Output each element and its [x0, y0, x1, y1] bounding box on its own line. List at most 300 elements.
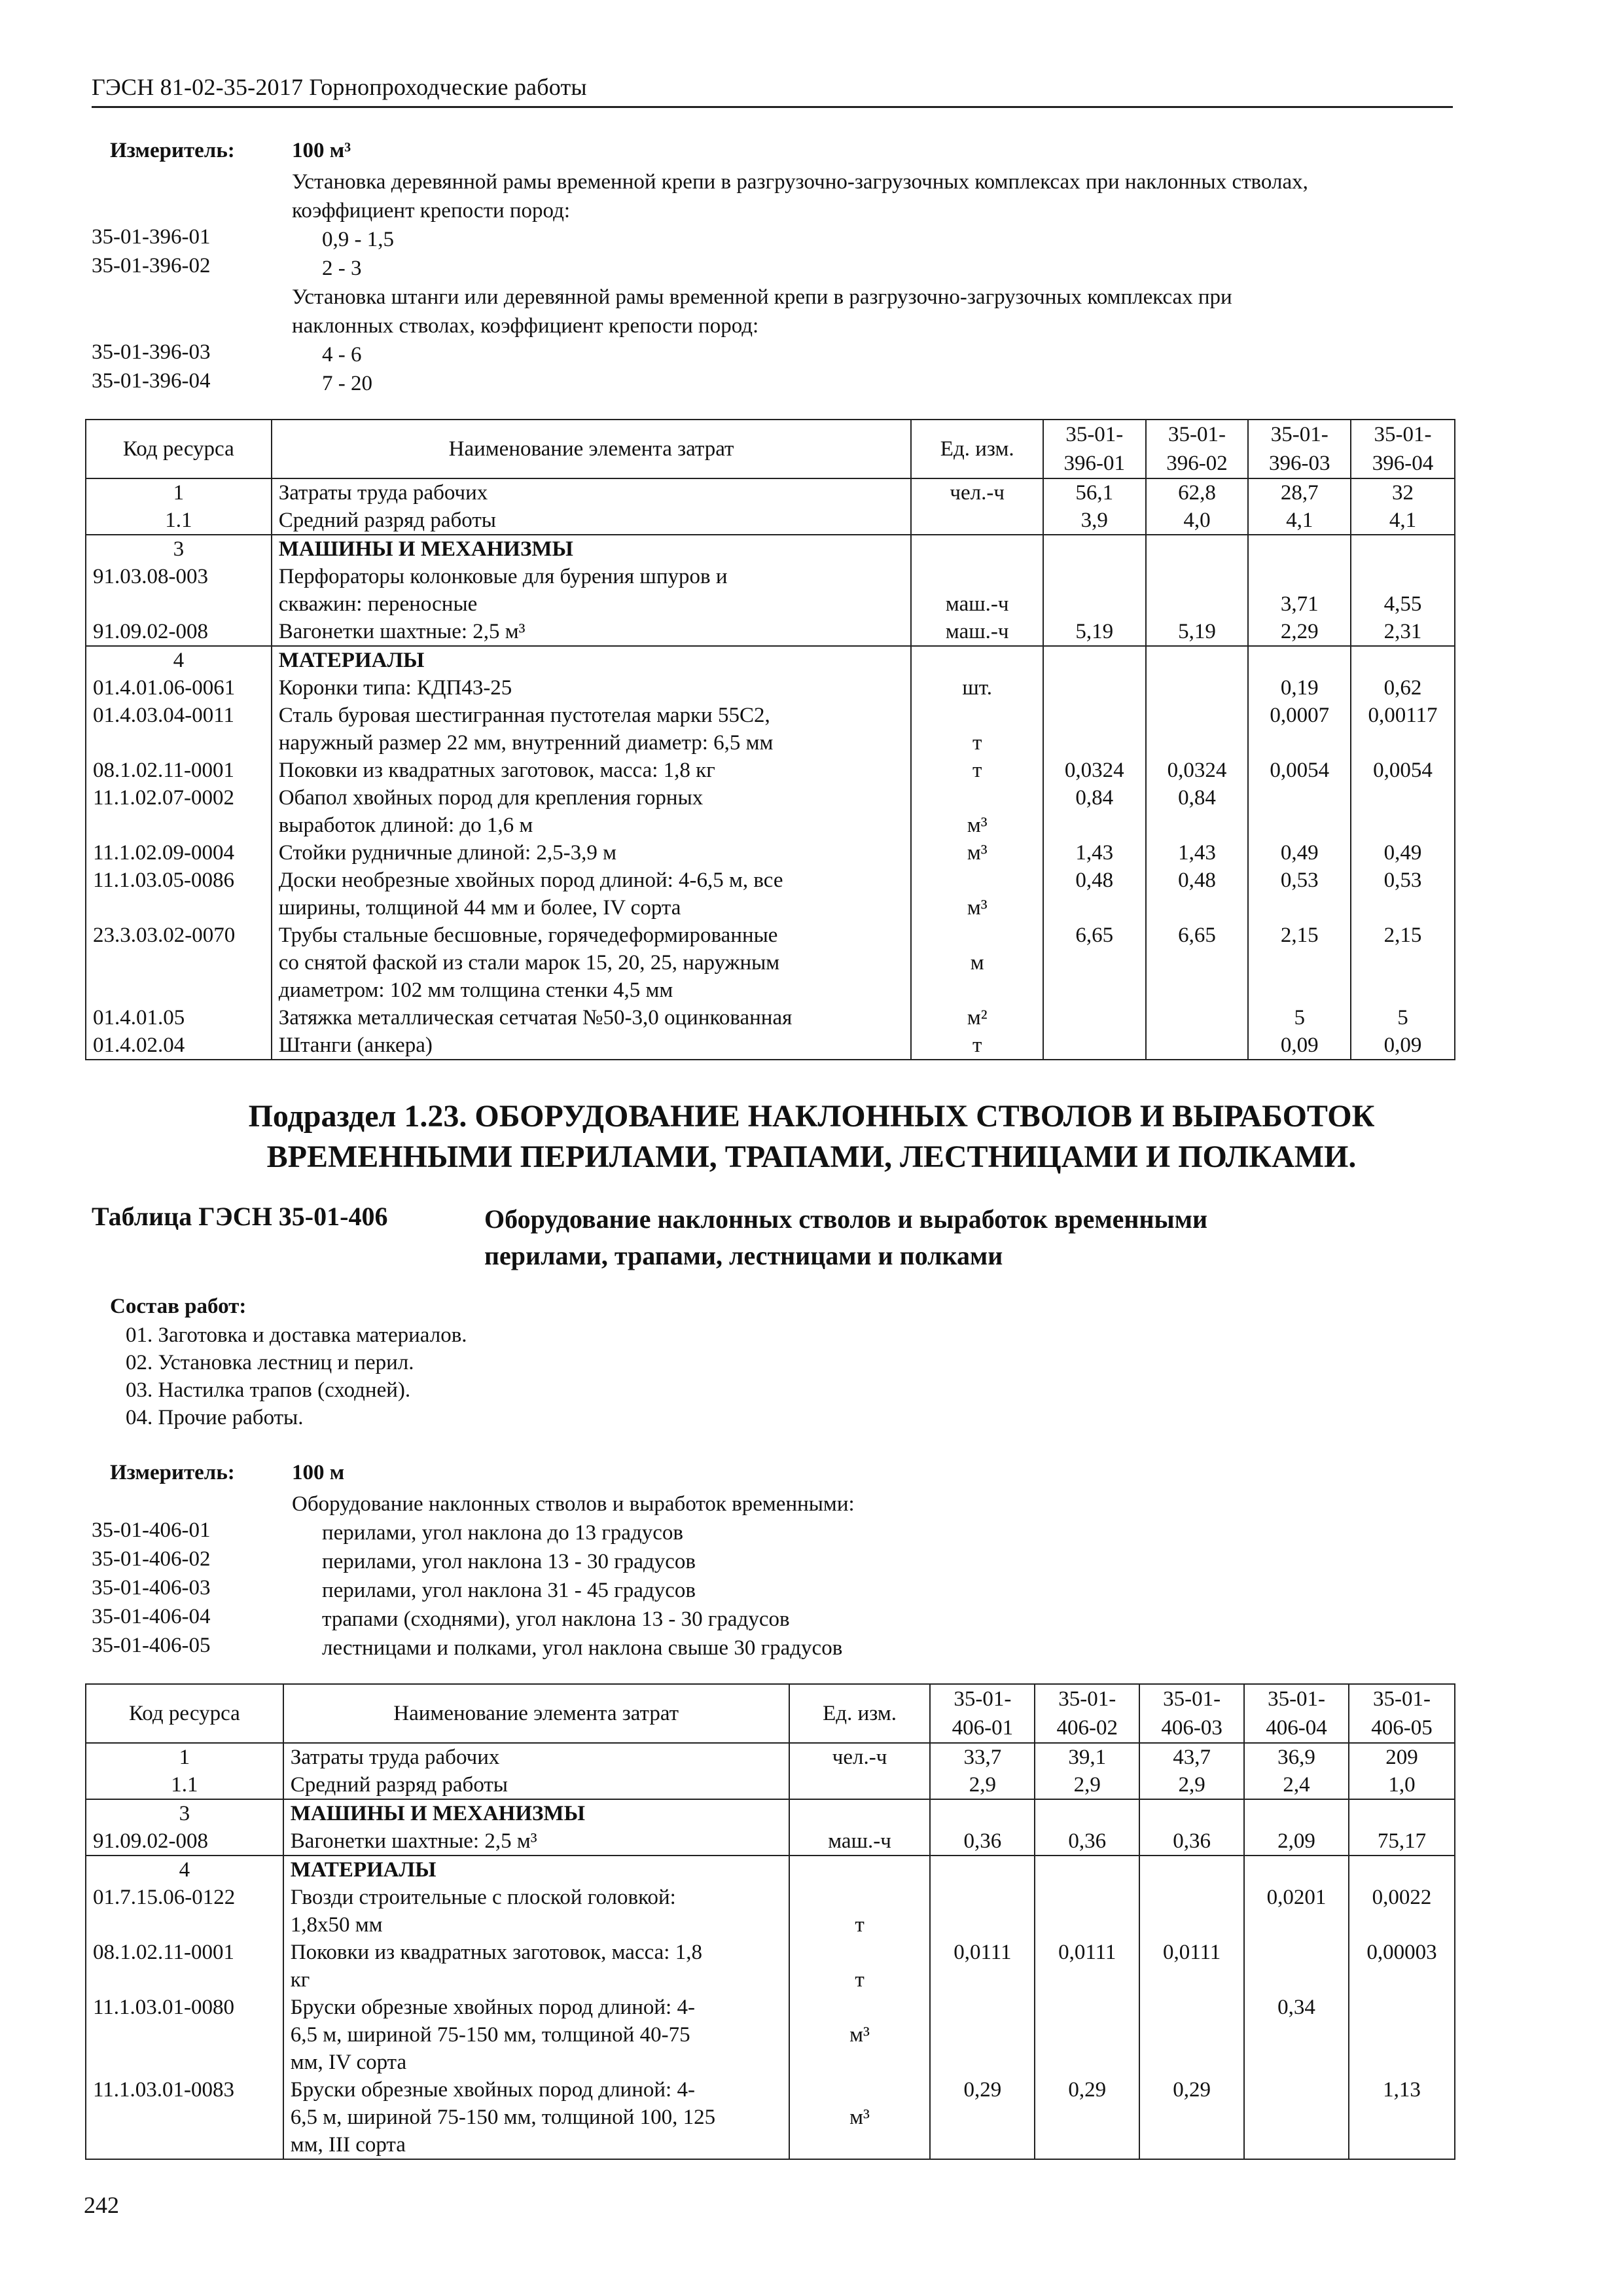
row-norm-value: 0,09 — [1351, 1031, 1455, 1060]
measure-unit: 100 м — [292, 1461, 345, 1484]
row-resource-name-line: со снятой фаской из стали марок 15, 20, 25, наружным — [278, 951, 780, 975]
row-norm-value — [1139, 1884, 1244, 1939]
column-header-norm-part: 406-03 — [1161, 1716, 1222, 1740]
row-norm-value: 0,09 — [1248, 1031, 1351, 1060]
row-resource-name — [272, 839, 912, 867]
column-header-unit: Ед. изм. — [789, 1684, 931, 1743]
row-norm-value — [1248, 646, 1351, 674]
row-resource-name — [272, 922, 912, 1004]
table-row — [86, 478, 1455, 507]
row-norm-value: 2,9 — [930, 1771, 1035, 1799]
resource-code: 35-01-406-01 — [92, 1518, 211, 1542]
row-norm-value — [1146, 674, 1249, 702]
column-header-unit: Ед. изм. — [911, 420, 1043, 478]
column-header-norm — [1349, 1684, 1455, 1743]
row-unit — [911, 507, 1043, 535]
row-norm-value: 0,0111 — [1035, 1939, 1139, 1994]
row-norm-value: 0,62 — [1351, 674, 1455, 702]
measure-unit: 100 м³ — [292, 139, 351, 162]
row-norm-value: 0,36 — [1035, 1827, 1139, 1856]
row-norm-value: 0,48 — [1146, 867, 1249, 922]
row-resource-name — [283, 1994, 789, 2076]
table-row — [86, 1031, 1455, 1060]
row-resource-name-line: мм, IV сорта — [290, 2051, 407, 2074]
row-resource-name-line: Поковки из квадратных заготовок, масса: 1,8 кг — [278, 759, 715, 782]
table-row — [86, 1827, 1455, 1856]
measure-description: перилами, угол наклона до 13 градусов — [322, 1521, 683, 1545]
row-unit: м — [911, 922, 1043, 1004]
row-resource-name-line: Бруски обрезные хвойных пород длиной: 4- — [290, 2078, 695, 2102]
row-norm-value — [1139, 1994, 1244, 2076]
row-norm-value: 6,65 — [1043, 922, 1146, 1004]
row-norm-value — [1035, 1884, 1139, 1939]
column-header-norm-part: 35-01- — [1373, 1687, 1431, 1711]
row-norm-value: 0,49 — [1351, 839, 1455, 867]
row-resource-code: 4 — [86, 646, 272, 674]
row-resource-code: 3 — [86, 535, 272, 563]
row-norm-value — [1244, 1799, 1349, 1827]
row-norm-value: 2,15 — [1248, 922, 1351, 1004]
row-norm-value: 56,1 — [1043, 478, 1146, 507]
row-norm-value: 6,65 — [1146, 922, 1249, 1004]
row-norm-value — [1139, 1856, 1244, 1884]
row-norm-value — [930, 1799, 1035, 1827]
measure-description: перилами, угол наклона 13 - 30 градусов — [322, 1550, 696, 1573]
subsection-heading-line1: Подраздел 1.23. ОБОРУДОВАНИЕ НАКЛОННЫХ СТВОЛОВ И ВЫРАБОТОК — [248, 1099, 1375, 1134]
row-resource-name-line: 6,5 м, шириной 75-150 мм, толщиной 100, 125 — [290, 2106, 716, 2129]
row-resource-code: 1.1 — [86, 1771, 283, 1799]
row-resource-name — [272, 646, 912, 674]
measure-label: Измеритель: — [110, 1461, 235, 1484]
row-resource-name — [272, 618, 912, 646]
row-resource-code: 01.4.01.06-0061 — [86, 674, 272, 702]
row-norm-value — [1146, 702, 1249, 757]
column-header-norm-part: 396-04 — [1372, 452, 1434, 475]
column-header-norm-part: 406-01 — [952, 1716, 1014, 1740]
row-resource-code: 01.4.01.05 — [86, 1004, 272, 1031]
resource-code: 35-01-406-04 — [92, 1605, 211, 1628]
row-resource-name-line: Гвозди строительные с плоской головкой: — [290, 1886, 676, 1909]
row-norm-value: 0,0324 — [1146, 757, 1249, 784]
row-norm-value — [1043, 1031, 1146, 1060]
row-resource-code: 11.1.02.09-0004 — [86, 839, 272, 867]
row-norm-value — [1244, 2076, 1349, 2159]
row-resource-code: 91.09.02-008 — [86, 618, 272, 646]
row-resource-name-line: МАШИНЫ И МЕХАНИЗМЫ — [278, 537, 573, 561]
row-norm-value: 0,29 — [1035, 2076, 1139, 2159]
row-norm-value: 2,4 — [1244, 1771, 1349, 1799]
row-resource-name-line: скважин: переносные — [278, 592, 478, 616]
row-norm-value: 2,9 — [1139, 1771, 1244, 1799]
row-unit: чел.-ч — [911, 478, 1043, 507]
row-resource-name — [283, 1771, 789, 1799]
table-row — [86, 618, 1455, 646]
row-norm-value — [1043, 674, 1146, 702]
measure-description: лестницами и полками, угол наклона свыше 30 градусов — [322, 1636, 843, 1660]
row-resource-name — [283, 2076, 789, 2159]
row-resource-name-line: Затраты труда рабочих — [290, 1746, 500, 1769]
page-number: 242 — [84, 2192, 119, 2218]
column-header-norm — [1351, 420, 1455, 478]
row-resource-name-line: Стойки рудничные длиной: 2,5-3,9 м — [278, 841, 617, 865]
row-resource-name — [283, 1856, 789, 1884]
row-norm-value — [1146, 535, 1249, 563]
row-resource-name — [283, 1939, 789, 1994]
resource-table-406 — [85, 1683, 1455, 2160]
table-row — [86, 784, 1455, 839]
row-norm-value — [1146, 1004, 1249, 1031]
row-resource-code: 11.1.03.05-0086 — [86, 867, 272, 922]
row-resource-name-line: Средний разряд работы — [290, 1773, 508, 1797]
row-norm-value: 0,29 — [1139, 2076, 1244, 2159]
table-row — [86, 535, 1455, 563]
row-resource-code: 23.3.03.02-0070 — [86, 922, 272, 1004]
row-norm-value: 2,31 — [1351, 618, 1455, 646]
row-unit: т — [789, 1884, 931, 1939]
row-resource-name-line: диаметром: 102 мм толщина стенки 4,5 мм — [278, 978, 673, 1002]
row-resource-name — [272, 757, 912, 784]
row-norm-value — [1043, 563, 1146, 618]
column-header-norm-part: 35-01- — [1268, 1687, 1326, 1711]
row-resource-name-line: Сталь буровая шестигранная пустотелая марки 55С2, — [278, 704, 770, 727]
row-resource-name-line: Обапол хвойных пород для крепления горных — [278, 786, 704, 810]
measure-description: перилами, угол наклона 31 - 45 градусов — [322, 1579, 696, 1602]
row-resource-name-line: Бруски обрезные хвойных пород длиной: 4- — [290, 1996, 695, 2019]
row-resource-name-line: МАТЕРИАЛЫ — [278, 649, 425, 672]
row-norm-value: 5,19 — [1043, 618, 1146, 646]
row-resource-code: 1.1 — [86, 507, 272, 535]
row-resource-name-line: 1,8x50 мм — [290, 1913, 383, 1937]
row-unit — [911, 535, 1043, 563]
row-resource-code: 11.1.02.07-0002 — [86, 784, 272, 839]
table-row — [86, 2076, 1455, 2159]
column-header-norm — [1244, 1684, 1349, 1743]
table-row — [86, 1856, 1455, 1884]
row-norm-value — [1146, 1031, 1249, 1060]
measure-description: трапами (сходнями), угол наклона 13 - 30 градусов — [322, 1607, 790, 1631]
row-norm-value: 0,0007 — [1248, 702, 1351, 757]
measure-description: 4 - 6 — [322, 343, 362, 367]
row-resource-name-line: Перфораторы колонковые для бурения шпуров и — [278, 565, 728, 588]
row-resource-code: 1 — [86, 478, 272, 507]
row-resource-name-line: ширины, толщиной 44 мм и более, IV сорта — [278, 896, 681, 920]
row-norm-value: 4,0 — [1146, 507, 1249, 535]
column-header-norm — [1139, 1684, 1244, 1743]
resource-code: 35-01-406-03 — [92, 1576, 211, 1600]
row-norm-value — [1349, 1994, 1455, 2076]
row-resource-name — [272, 563, 912, 618]
table-row — [86, 1994, 1455, 2076]
row-unit: чел.-ч — [789, 1743, 931, 1771]
row-norm-value: 0,36 — [930, 1827, 1035, 1856]
row-resource-code: 08.1.02.11-0001 — [86, 757, 272, 784]
table-code-title: Таблица ГЭСН 35-01-406 — [92, 1202, 388, 1231]
table-row — [86, 867, 1455, 922]
row-norm-value — [1043, 646, 1146, 674]
row-resource-name — [272, 674, 912, 702]
row-unit — [911, 646, 1043, 674]
row-norm-value: 2,29 — [1248, 618, 1351, 646]
row-resource-name-line: выработок длиной: до 1,6 м — [278, 814, 533, 837]
measure-description: наклонных стволах, коэффициент крепости пород: — [292, 314, 759, 338]
subsection-heading-line2: ВРЕМЕННЫМИ ПЕРИЛАМИ, ТРАПАМИ, ЛЕСТНИЦАМИ И ПОЛКАМИ. — [266, 1139, 1357, 1174]
row-norm-value: 3,71 — [1248, 563, 1351, 618]
row-resource-name — [272, 1004, 912, 1031]
row-norm-value: 5 — [1351, 1004, 1455, 1031]
row-norm-value: 0,0201 — [1244, 1884, 1349, 1939]
row-norm-value: 0,36 — [1139, 1827, 1244, 1856]
row-norm-value: 62,8 — [1146, 478, 1249, 507]
row-norm-value — [1244, 1856, 1349, 1884]
row-resource-name — [283, 1799, 789, 1827]
column-header-norm-part: 35-01- — [954, 1687, 1012, 1711]
resource-code: 35-01-396-01 — [92, 225, 211, 249]
table-row — [86, 563, 1455, 618]
column-header-norm-part: 35-01- — [1374, 423, 1432, 446]
row-norm-value: 0,29 — [930, 2076, 1035, 2159]
row-norm-value: 5,19 — [1146, 618, 1249, 646]
row-resource-name-line: Поковки из квадратных заготовок, масса: 1,8 — [290, 1941, 702, 1964]
work-composition-item: 04. Прочие работы. — [126, 1406, 304, 1429]
row-unit: т — [789, 1939, 931, 1994]
row-norm-value: 1,43 — [1146, 839, 1249, 867]
row-norm-value: 0,0324 — [1043, 757, 1146, 784]
row-norm-value: 0,0054 — [1248, 757, 1351, 784]
table-row — [86, 1743, 1455, 1771]
column-header-norm-part: 406-02 — [1056, 1716, 1118, 1740]
row-resource-name-line: 6,5 м, шириной 75-150 мм, толщиной 40-75 — [290, 2023, 690, 2047]
row-norm-value — [1043, 1004, 1146, 1031]
row-unit: маш.-ч — [789, 1827, 931, 1856]
row-norm-value — [1139, 1799, 1244, 1827]
row-norm-value: 0,84 — [1043, 784, 1146, 839]
row-norm-value — [930, 1884, 1035, 1939]
row-resource-code: 11.1.03.01-0083 — [86, 2076, 283, 2159]
row-resource-code: 91.03.08-003 — [86, 563, 272, 618]
row-norm-value: 0,84 — [1146, 784, 1249, 839]
column-header-norm-part: 396-01 — [1063, 452, 1126, 475]
resource-table-396 — [85, 419, 1455, 1060]
table-name-title — [484, 1201, 1400, 1274]
row-resource-name — [272, 1031, 912, 1060]
row-resource-name — [272, 784, 912, 839]
row-norm-value: 75,17 — [1349, 1827, 1455, 1856]
row-unit: т — [911, 1031, 1043, 1060]
column-header-name: Наименование элемента затрат — [283, 1684, 789, 1743]
subsection-heading — [92, 1096, 1531, 1177]
work-composition-item: 03. Настилка трапов (сходней). — [126, 1378, 411, 1402]
measure-description: 7 - 20 — [322, 372, 372, 395]
row-norm-value: 0,34 — [1244, 1994, 1349, 2076]
column-header-name: Наименование элемента затрат — [272, 420, 912, 478]
row-norm-value: 0,53 — [1248, 867, 1351, 922]
row-norm-value: 0,53 — [1351, 867, 1455, 922]
work-composition-title: Состав работ: — [110, 1295, 247, 1318]
row-unit: т — [911, 757, 1043, 784]
row-unit: маш.-ч — [911, 618, 1043, 646]
resource-code: 35-01-406-02 — [92, 1547, 211, 1571]
column-header-norm — [930, 1684, 1035, 1743]
resource-code: 35-01-396-02 — [92, 254, 211, 278]
column-header-norm — [1043, 420, 1146, 478]
measure-description: Оборудование наклонных стволов и выработок временными: — [292, 1492, 855, 1516]
row-norm-value: 0,19 — [1248, 674, 1351, 702]
table-row — [86, 507, 1455, 535]
row-norm-value: 3,9 — [1043, 507, 1146, 535]
row-resource-name-line: Коронки типа: КДП43-25 — [278, 676, 512, 700]
row-norm-value: 36,9 — [1244, 1743, 1349, 1771]
running-header: ГЭСН 81-02-35-2017 Горнопроходческие работы — [92, 73, 1453, 108]
column-header-norm-part: 35-01- — [1163, 1687, 1221, 1711]
table-row — [86, 757, 1455, 784]
row-resource-name-line: кг — [290, 1968, 310, 1992]
row-resource-name — [283, 1743, 789, 1771]
column-header-norm-part: 35-01- — [1270, 423, 1329, 446]
row-resource-name-line: Вагонетки шахтные: 2,5 м³ — [278, 620, 526, 643]
column-header-norm-part: 396-02 — [1166, 452, 1228, 475]
table-row — [86, 674, 1455, 702]
row-resource-name-line: Затраты труда рабочих — [278, 481, 488, 505]
row-norm-value: 1,0 — [1349, 1771, 1455, 1799]
row-norm-value — [1035, 1994, 1139, 2076]
row-resource-code: 11.1.03.01-0080 — [86, 1994, 283, 2076]
row-resource-name-line: МАШИНЫ И МЕХАНИЗМЫ — [290, 1802, 585, 1825]
row-resource-code: 91.09.02-008 — [86, 1827, 283, 1856]
row-unit: м³ — [789, 1994, 931, 2076]
row-norm-value: 209 — [1349, 1743, 1455, 1771]
table-row — [86, 1004, 1455, 1031]
row-norm-value — [1146, 563, 1249, 618]
row-resource-code: 01.4.03.04-0011 — [86, 702, 272, 757]
row-unit: м³ — [911, 839, 1043, 867]
table-row — [86, 1884, 1455, 1939]
row-norm-value — [930, 1994, 1035, 2076]
column-header-code: Код ресурса — [86, 420, 272, 478]
row-unit — [789, 1856, 931, 1884]
row-resource-name — [283, 1827, 789, 1856]
resource-code: 35-01-396-03 — [92, 340, 211, 364]
row-resource-name-line: Затяжка металлическая сетчатая №50-3,0 оцинкованная — [278, 1006, 793, 1030]
row-norm-value — [1043, 702, 1146, 757]
measure-description: Установка деревянной рамы временной крепи в разгрузочно-загрузочных комплексах при наклонных стволах, — [292, 170, 1308, 194]
row-resource-name — [272, 478, 912, 507]
row-resource-name-line: наружный размер 22 мм, внутренний диаметр: 6,5 мм — [278, 731, 774, 755]
column-header-norm-part: 396-03 — [1268, 452, 1330, 475]
row-norm-value — [930, 1856, 1035, 1884]
row-resource-name-line: Штанги (анкера) — [278, 1033, 433, 1057]
table-row — [86, 1939, 1455, 1994]
row-norm-value — [1351, 535, 1455, 563]
row-resource-name-line: Трубы стальные бесшовные, горячедеформированные — [278, 924, 778, 947]
row-unit: маш.-ч — [911, 563, 1043, 618]
row-unit: шт. — [911, 674, 1043, 702]
row-norm-value — [1349, 1856, 1455, 1884]
row-norm-value: 0,0111 — [1139, 1939, 1244, 1994]
column-header-norm — [1035, 1684, 1139, 1743]
row-norm-value: 0,49 — [1248, 839, 1351, 867]
row-resource-name — [272, 507, 912, 535]
table-row — [86, 1771, 1455, 1799]
row-norm-value: 0,00117 — [1351, 702, 1455, 757]
row-resource-name — [272, 867, 912, 922]
column-header-norm — [1248, 420, 1351, 478]
row-norm-value: 33,7 — [930, 1743, 1035, 1771]
row-norm-value: 0,0022 — [1349, 1884, 1455, 1939]
column-header-norm-part: 406-05 — [1371, 1716, 1433, 1740]
row-norm-value — [1351, 646, 1455, 674]
row-resource-name — [283, 1884, 789, 1939]
row-norm-value — [1035, 1799, 1139, 1827]
row-norm-value: 2,15 — [1351, 922, 1455, 1004]
work-composition-item: 01. Заготовка и доставка материалов. — [126, 1323, 467, 1347]
row-unit: м³ — [911, 867, 1043, 922]
column-header-norm-part: 35-01- — [1065, 423, 1124, 446]
row-norm-value: 4,1 — [1351, 507, 1455, 535]
row-norm-value: 4,1 — [1248, 507, 1351, 535]
row-resource-code: 01.4.02.04 — [86, 1031, 272, 1060]
row-norm-value: 1,13 — [1349, 2076, 1455, 2159]
work-composition-item: 02. Установка лестниц и перил. — [126, 1351, 414, 1374]
table-name-line2: перилами, трапами, лестницами и полками — [484, 1241, 1003, 1270]
measure-label: Измеритель: — [110, 139, 235, 162]
row-norm-value — [1043, 535, 1146, 563]
row-resource-code: 3 — [86, 1799, 283, 1827]
measure-description: 2 - 3 — [322, 257, 362, 280]
table-row — [86, 646, 1455, 674]
row-resource-code: 01.7.15.06-0122 — [86, 1884, 283, 1939]
measure-description: 0,9 - 1,5 — [322, 228, 394, 251]
resource-code: 35-01-396-04 — [92, 369, 211, 393]
row-resource-name — [272, 702, 912, 757]
measure-description: Установка штанги или деревянной рамы временной крепи в разгрузочно-загрузочных комплексах при — [292, 285, 1232, 309]
row-norm-value: 4,55 — [1351, 563, 1455, 618]
column-header-norm — [1146, 420, 1249, 478]
row-norm-value: 1,43 — [1043, 839, 1146, 867]
row-norm-value — [1351, 784, 1455, 839]
row-resource-name-line: Средний разряд работы — [278, 509, 496, 532]
row-norm-value — [1035, 1856, 1139, 1884]
resource-code: 35-01-406-05 — [92, 1634, 211, 1657]
row-resource-code: 4 — [86, 1856, 283, 1884]
row-norm-value: 0,0111 — [930, 1939, 1035, 1994]
row-resource-name-line: мм, III сорта — [290, 2133, 406, 2157]
table-row — [86, 702, 1455, 757]
row-norm-value: 2,9 — [1035, 1771, 1139, 1799]
row-resource-name — [272, 535, 912, 563]
row-norm-value: 2,09 — [1244, 1827, 1349, 1856]
row-norm-value — [1248, 535, 1351, 563]
row-resource-code: 08.1.02.11-0001 — [86, 1939, 283, 1994]
row-norm-value — [1248, 784, 1351, 839]
measure-description: коэффициент крепости пород: — [292, 199, 571, 223]
row-resource-code: 1 — [86, 1743, 283, 1771]
row-unit: м³ — [789, 2076, 931, 2159]
table-row — [86, 1799, 1455, 1827]
row-unit: т — [911, 702, 1043, 757]
table-name-line1: Оборудование наклонных стволов и выработок временными — [484, 1204, 1208, 1234]
row-norm-value — [1244, 1939, 1349, 1994]
row-norm-value — [1146, 646, 1249, 674]
row-norm-value: 39,1 — [1035, 1743, 1139, 1771]
row-resource-name-line: Вагонетки шахтные: 2,5 м³ — [290, 1829, 537, 1853]
row-norm-value: 0,0054 — [1351, 757, 1455, 784]
row-unit — [789, 1771, 931, 1799]
row-resource-name-line: Доски необрезные хвойных пород длиной: 4-6,5 м, все — [278, 869, 783, 892]
row-unit: м³ — [911, 784, 1043, 839]
row-norm-value: 0,00003 — [1349, 1939, 1455, 1994]
row-unit — [789, 1799, 931, 1827]
column-header-norm-part: 406-04 — [1266, 1716, 1327, 1740]
